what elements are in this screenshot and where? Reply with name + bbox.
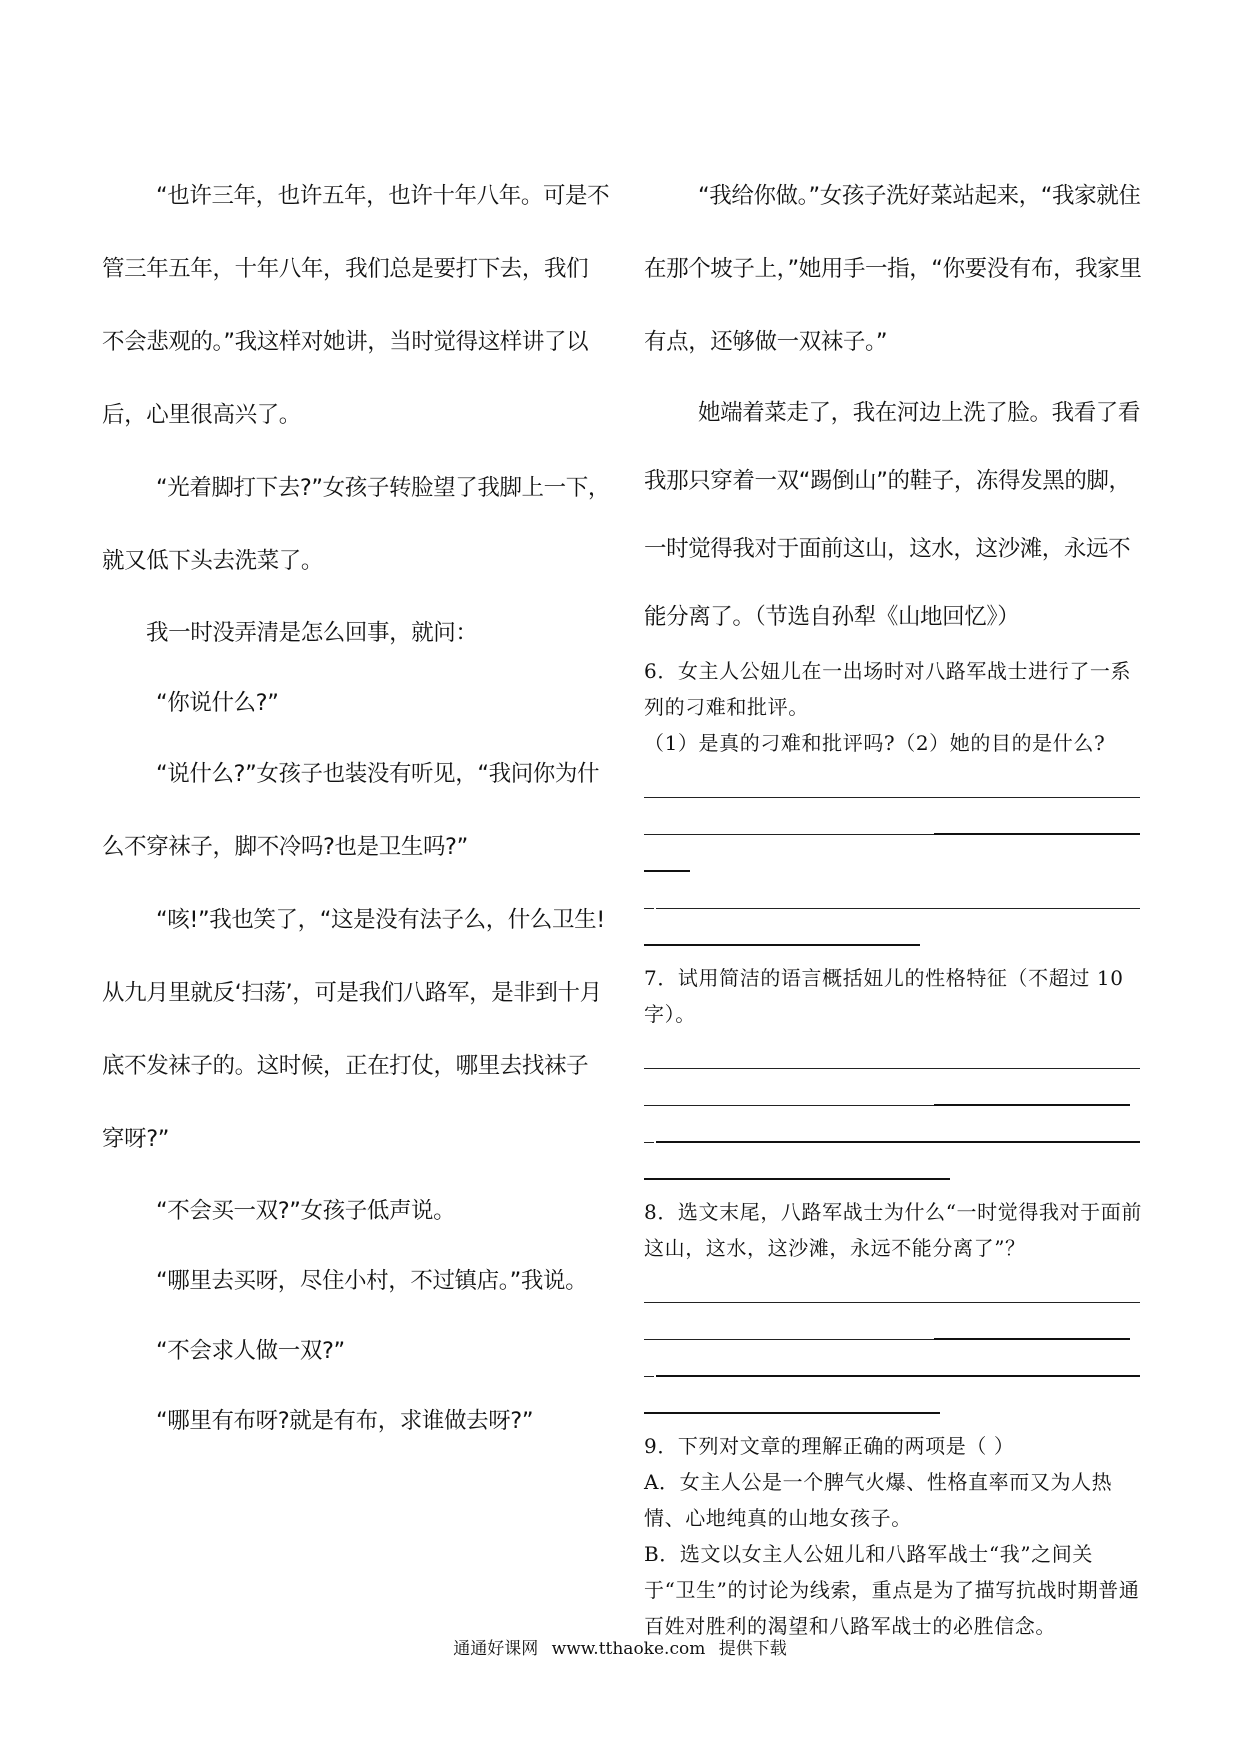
right-column [644,160,1144,1644]
answer-lines-8[interactable] [644,1272,1144,1420]
question-6-subquestions: （1）是真的刁难和批评吗?（2）她的目的是什么? [644,731,1106,755]
paragraph-1: “也许三年，也许五年，也许十年八年。可是不管三年五年，十年八年，我们总是要打下去，我们不会悲观的。”我这样对她讲，当时觉得这样讲了以后，心里很高兴了。 [102,183,610,428]
paragraph-3: 我一时没弄清是怎么回事，就问： [146,620,478,646]
question-8-text: 8．选文末尾，八路军战士为什么“一时觉得我对于面前这山，这水，这沙滩，永远不能分离了”？ [644,1200,1142,1260]
paragraph-5: “说什么?”女孩子也装没有听见，“我问你为什么不穿袜子，脚不冷吗?也是卫生吗?” [102,761,600,860]
question-7 [644,960,1144,1186]
question-8 [644,1194,1144,1420]
left-column [102,160,610,1456]
paragraph-7: “不会买一双?”女孩子低声说。 [156,1198,456,1224]
footer-url[interactable]: www.tthaoke.com [551,1639,706,1659]
paragraph-10: “哪里有布呀?就是有布，求谁做去呀?” [156,1408,534,1434]
paragraph-2: “光着脚打下去?”女孩子转脸望了我脚上一下，就又低下头去洗菜了。 [102,475,610,574]
answer-lines-7[interactable] [644,1038,1144,1186]
question-6 [644,653,1144,952]
question-9-option-b[interactable]: B．选文以女主人公妞儿和八路军战士“我”之间关于“卫生”的讨论为线索，重点是为了描写抗战时期普通百姓对胜利的渴望和八路军战士的必胜信念。 [644,1542,1140,1638]
paragraph-6: “咳!”我也笑了，“这是没有法子么，什么卫生!从九月里就反‘扫荡’，可是我们八路军，是非到十月底不发袜子的。这时候，正在打仗，哪里去找袜子穿呀?” [102,907,605,1152]
footer-note: 提供下载 [718,1639,787,1659]
question-9 [644,1428,1144,1644]
question-9-text: 9．下列对文章的理解正确的两项是（ ） [644,1434,1015,1458]
question-9-option-a[interactable]: A．女主人公是一个脾气火爆、性格直率而又为人热情、心地纯真的山地女孩子。 [644,1470,1113,1530]
answer-lines-6[interactable] [644,767,1144,952]
footer-site-name: 通通好课网 [453,1639,539,1659]
paragraph-12: 她端着菜走了，我在河边上洗了脸。我看了看我那只穿着一双“踢倒山”的鞋子，冻得发黑的脚，一时觉得我对于面前这山，这水，这沙滩，永远不能分离了。（节选自孙犁《山地回忆》） [644,400,1141,630]
paragraph-11: “我给你做。”女孩子洗好菜站起来，“我家就住在那个坡子上，”她用手一指，“你要没有布，我家里有点，还够做一双袜子。” [644,183,1142,355]
page-footer [0,1634,1240,1659]
question-6-text: 6．女主人公妞儿在一出场时对八路军战士进行了一系列的刁难和批评。 [644,659,1132,719]
paragraph-8: “哪里去买呀，尽住小村，不过镇店。”我说。 [156,1268,588,1294]
question-7-text: 7．试用简洁的语言概括妞儿的性格特征（不超过 10 字）。 [644,966,1124,1026]
paragraph-9: “不会求人做一双?” [156,1338,345,1364]
paragraph-4: “你说什么?” [156,690,279,716]
